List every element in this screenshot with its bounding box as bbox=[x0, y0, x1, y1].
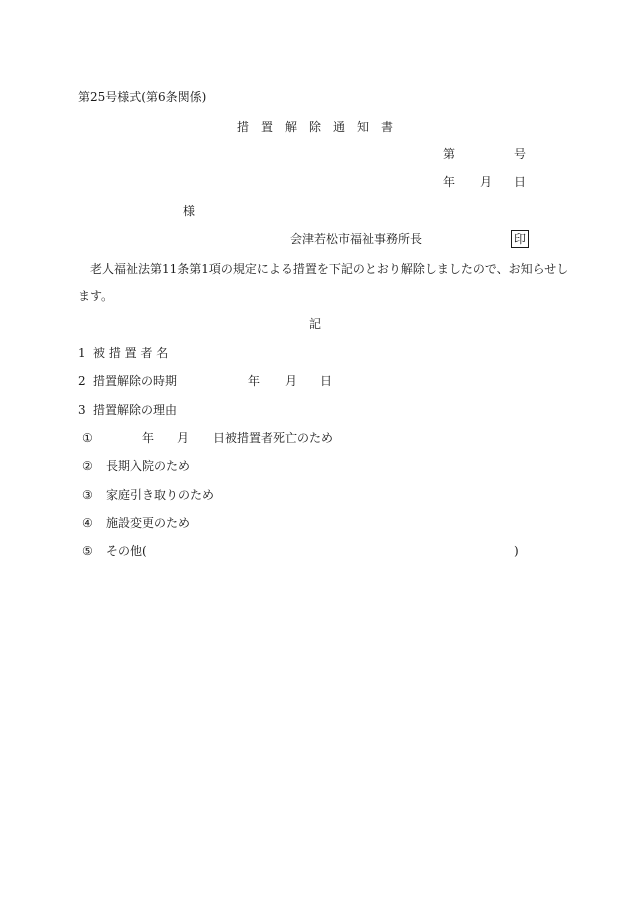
issuer-name: 会津若松市福祉事務所長 bbox=[290, 232, 423, 246]
date-year: 年 bbox=[443, 175, 456, 189]
item-2-label: 措置解除の時期 bbox=[93, 374, 178, 388]
reason-2-text: 長期入院のため bbox=[106, 459, 191, 473]
seal-text: 印 bbox=[511, 230, 529, 248]
reason-4-text: 施設変更のため bbox=[106, 516, 191, 530]
reason-5-mark: ⑤ bbox=[82, 544, 93, 558]
reason-2-mark: ② bbox=[82, 459, 93, 473]
item-2-month: 月 bbox=[285, 374, 298, 388]
item-2-year: 年 bbox=[248, 374, 261, 388]
item-2-number: 2 bbox=[78, 374, 86, 388]
reason-3-mark: ③ bbox=[82, 488, 93, 502]
item-1-label: 被 措 置 者 名 bbox=[93, 346, 169, 360]
reason-5-text: その他( bbox=[106, 544, 147, 558]
body-text-line1: 老人福祉法第11条第1項の規定による措置を下記のとおり解除しましたので、お知らせし bbox=[90, 262, 569, 276]
reason-5-close-paren: ) bbox=[514, 544, 519, 558]
reason-4-mark: ④ bbox=[82, 516, 93, 530]
item-3-number: 3 bbox=[78, 403, 86, 417]
document-title: 措 置 解 除 通 知 書 bbox=[237, 120, 394, 134]
reason-3-text: 家庭引き取りのため bbox=[106, 488, 215, 502]
item-2-day: 日 bbox=[320, 374, 333, 388]
seal-mark bbox=[511, 230, 529, 248]
doc-number-suffix: 号 bbox=[514, 147, 527, 161]
reason-1-mark: ① bbox=[82, 431, 93, 445]
body-text-line2: ます。 bbox=[78, 289, 114, 303]
item-1-number: 1 bbox=[78, 346, 86, 360]
reason-1-year: 年 bbox=[142, 431, 155, 445]
ki-heading: 記 bbox=[309, 317, 322, 331]
date-month: 月 bbox=[480, 175, 493, 189]
addressee-suffix: 様 bbox=[183, 204, 196, 218]
date-day: 日 bbox=[514, 175, 527, 189]
item-3-label: 措置解除の理由 bbox=[93, 403, 178, 417]
doc-number-prefix: 第 bbox=[443, 147, 456, 161]
form-number: 第25号様式(第6条関係) bbox=[78, 90, 207, 104]
reason-1-text: 日被措置者死亡のため bbox=[213, 431, 334, 445]
reason-1-month: 月 bbox=[177, 431, 190, 445]
